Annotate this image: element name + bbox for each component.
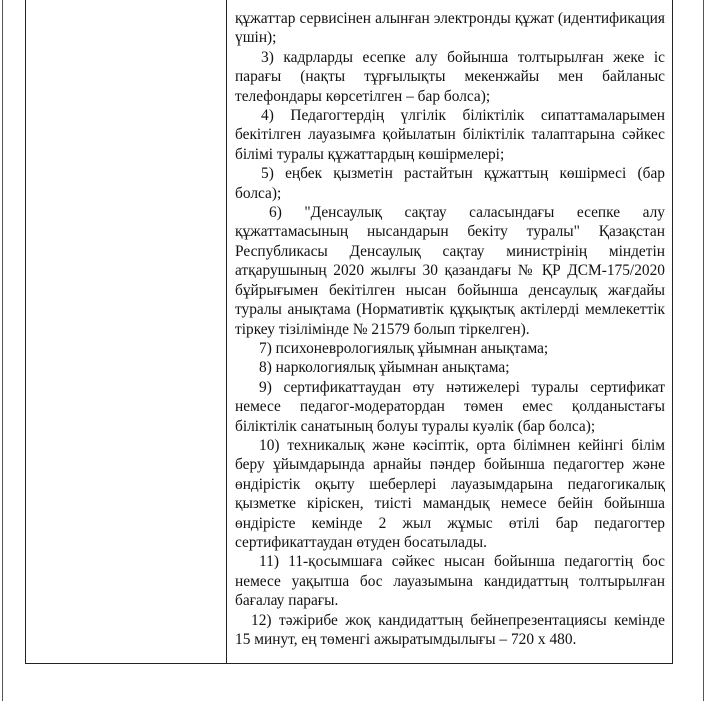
paragraph-item-11: 11) 11-қосымшаға сәйкес нысан бойынша педагогтің бос немесе уақытша бос лауазымына кандидаттың толтырылған бағалау парағы. [235, 553, 665, 610]
page-edge-right [703, 0, 704, 701]
paragraph-item-10: 10) техникалық және кәсіптік, орта білімнен кейінгі білім беру ұйымдарында арнайы пәндер бойынша педагогтер және өндірістік оқыту шеберлері лауазымдарына педагогикалық қызметке кіріскен, тиісті мамандық немесе бейін бойынша өндірісте кемінде 2 жыл жұмыс өтілі бар педагогтер сертификаттаудан өтуден босатылады. [235, 436, 665, 551]
table-right-cell [227, 0, 672, 663]
paragraph-item-3: 3) кадрларды есепке алу бойынша толтырылған жеке іс парағы (нақты тұрғылықты мекенжайы мен байланыс телефондары көрсетілген – бар болса); [235, 48, 665, 105]
paragraph-item-4: 4) Педагогтердің үлгілік біліктілік сипаттамаларымен бекітілген лауазымға қойылатын біліктілік талаптарына сәйкес білімі туралы құжаттардың көшірмелері; [235, 107, 665, 163]
paragraph-item-12: 12) тәжірибе жоқ кандидаттың бейнепрезентациясы кемінде 15 минут, ең төменгі ажыратымдылығы – 720 х 480. [235, 611, 665, 648]
paragraph-continuation: құжаттар сервисінен алынған электронды құжат (идентификация үшін); [235, 10, 665, 47]
page-edge-left [2, 0, 3, 701]
paragraph-item-8: 8) наркологиялық ұйымнан анықтама; [259, 359, 510, 377]
table-left-cell [26, 0, 227, 663]
paragraph-item-7: 7) психоневрологиялық ұйымнан анықтама; [259, 339, 549, 357]
requirements-text [235, 9, 665, 649]
document-table [25, 0, 673, 664]
paragraph-item-6: 6) "Денсаулық сақтау саласындағы есепке алу құжаттамасының нысандарын бекіту туралы" Қазақстан Республикасы Денсаулық сақтау министрінің міндетін атқарушының 2020 жылғы 30 қазандағы № ҚР ДСМ-175/2020 бұйрығымен бекітілген нысан бойынша денсаулық жағдайы туралы анықтама (Нормативтік құқықтық актілерді мемлекеттік тіркеу тізілімінде № 21579 болып тіркелген). [235, 204, 665, 338]
paragraph-item-9: 9) сертификаттаудан өту нәтижелері туралы сертификат немесе педагог-модератордан төмен емес қолданыстағы біліктілік санатының болуы туралы куәлік (бар болса); [235, 378, 665, 435]
paragraph-item-5: 5) еңбек қызметін растайтын құжаттың көшірмесі (бар болса); [235, 165, 665, 202]
